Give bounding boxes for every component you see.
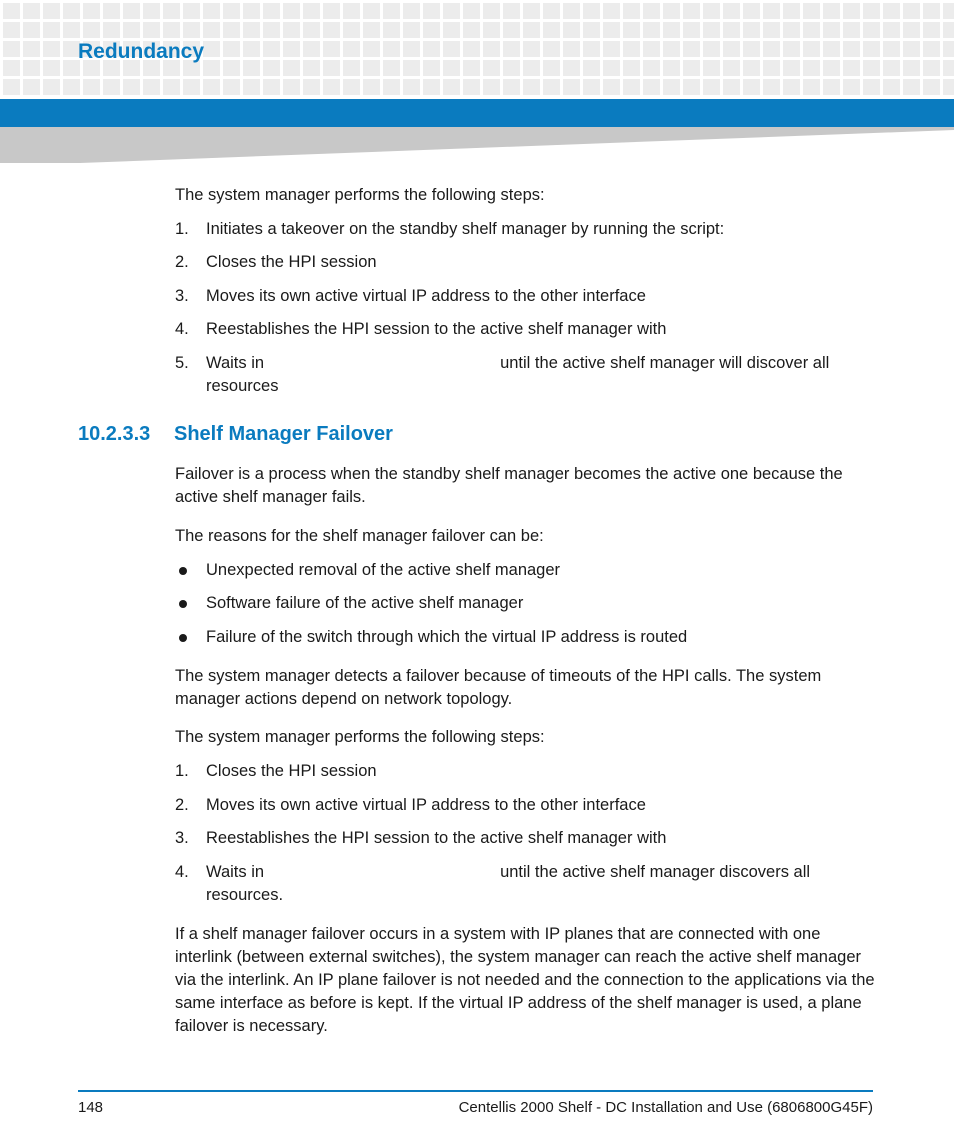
failover-paragraph: Failover is a process when the standby shelf manager becomes the active one because the active shelf manager fails. <box>175 465 843 506</box>
interlink-paragraph: If a shelf manager failover occurs in a system with IP planes that are connected with one interlink (between external switches), the system manager can reach the active shelf manager via the interlink. An IP plane failover is not needed and the connection to the applications via the same interface as before is kept. If the virtual IP address of the shelf manager is used, a plane failover is necessary. <box>175 925 875 1035</box>
step-number: 4. <box>175 863 189 881</box>
section-heading <box>78 423 393 446</box>
step-text: Reestablishes the HPI session to the active shelf manager with <box>206 320 667 338</box>
step-text: Closes the HPI session <box>206 762 377 780</box>
chapter-title: Redundancy <box>78 40 205 63</box>
footer-rule <box>78 1090 873 1092</box>
header-blue-band <box>0 99 954 127</box>
step-text-part: Waits in <box>206 863 265 881</box>
step-number: 4. <box>175 320 189 338</box>
step-text <box>206 352 866 398</box>
header-gray-wedge <box>0 127 954 164</box>
bullet-text: Unexpected removal of the active shelf manager <box>206 561 561 579</box>
bullet-dot-icon <box>179 567 187 575</box>
step-number: 5. <box>175 354 189 372</box>
step-text-part: Waits in <box>206 354 265 372</box>
step-text-part: until the active shelf manager discovers all <box>500 863 811 881</box>
step-number: 1. <box>175 762 189 780</box>
step-number: 3. <box>175 829 189 847</box>
section-number: 10.2.3.3 <box>78 423 151 445</box>
step-text-part: until the active shelf manager will discover all <box>500 354 830 372</box>
bullet-text: Failure of the switch through which the virtual IP address is routed <box>206 628 688 646</box>
step-number: 2. <box>175 796 189 814</box>
detection-paragraph: The system manager detects a failover because of timeouts of the HPI calls. The system manager actions depend on network topology. <box>175 667 822 708</box>
section-title: Shelf Manager Failover <box>174 423 393 445</box>
document-title: Centellis 2000 Shelf - DC Installation and Use (6806800G45F) <box>458 1099 873 1116</box>
reasons-lead: The reasons for the shelf manager failover can be: <box>175 527 544 545</box>
intro-steps-lead: The system manager performs the following steps: <box>175 186 545 204</box>
bullet-text: Software failure of the active shelf manager <box>206 594 524 612</box>
bullet-dot-icon <box>179 634 187 642</box>
bullet-dot-icon <box>179 600 187 608</box>
step-text: Moves its own active virtual IP address to the other interface <box>206 796 646 814</box>
step-number: 3. <box>175 287 189 305</box>
step-text: Initiates a takeover on the standby shelf manager by running the script: <box>206 220 725 238</box>
step-number: 1. <box>175 220 189 238</box>
step-text: Closes the HPI session <box>206 253 377 271</box>
step-text: Moves its own active virtual IP address to the other interface <box>206 287 646 305</box>
step-text-part: resources <box>206 377 279 395</box>
failover-steps-lead: The system manager performs the following steps: <box>175 728 545 746</box>
step-text: Reestablishes the HPI session to the active shelf manager with <box>206 829 667 847</box>
page-number: 148 <box>78 1099 104 1116</box>
step-number: 2. <box>175 253 189 271</box>
step-text-part: resources. <box>206 886 284 904</box>
step-text <box>206 861 866 907</box>
